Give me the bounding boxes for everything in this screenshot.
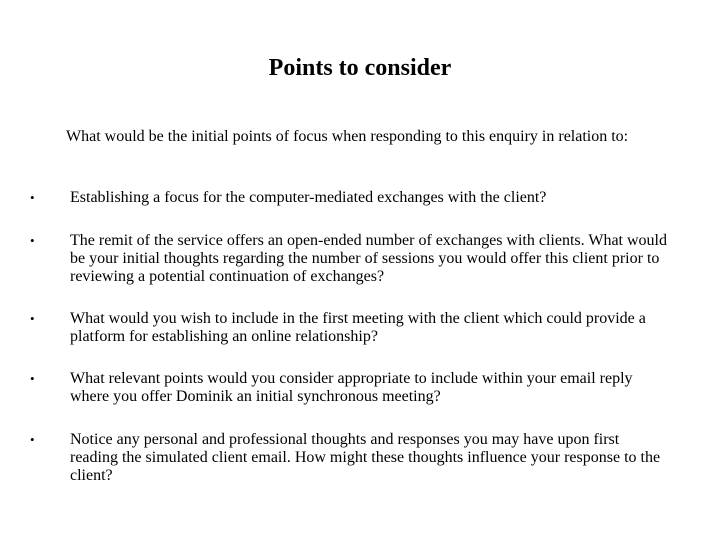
bullet-marker: • [30, 190, 35, 205]
bullet-marker: • [30, 233, 35, 248]
slide-title: Points to consider [268, 55, 452, 81]
bullet-text: Notice any personal and professional thoughts and responses you may have upon first reading the simulated client email. How might these thoughts influence your response to the client? [70, 431, 661, 484]
bullet-marker: • [30, 432, 35, 447]
bullet-text: The remit of the service offers an open-ended number of exchanges with clients. What would be your initial thoughts regarding the number of sessions you would offer this client prior to reviewing a potential continuation of exchanges? [70, 232, 667, 285]
bullet-text: What would you wish to include in the first meeting with the client which could provide a platform for establishing an online relationship? [70, 310, 646, 345]
intro-text: What would be the initial points of focus when responding to this enquiry in relation to: [66, 128, 629, 145]
bullet-marker: • [30, 311, 35, 326]
bullet-text: Establishing a focus for the computer-mediated exchanges with the client? [70, 189, 547, 206]
bullet-text: What relevant points would you consider appropriate to include within your email reply where you offer Dominik an initial synchronous meeting? [70, 370, 633, 405]
bullet-marker: • [30, 371, 35, 386]
